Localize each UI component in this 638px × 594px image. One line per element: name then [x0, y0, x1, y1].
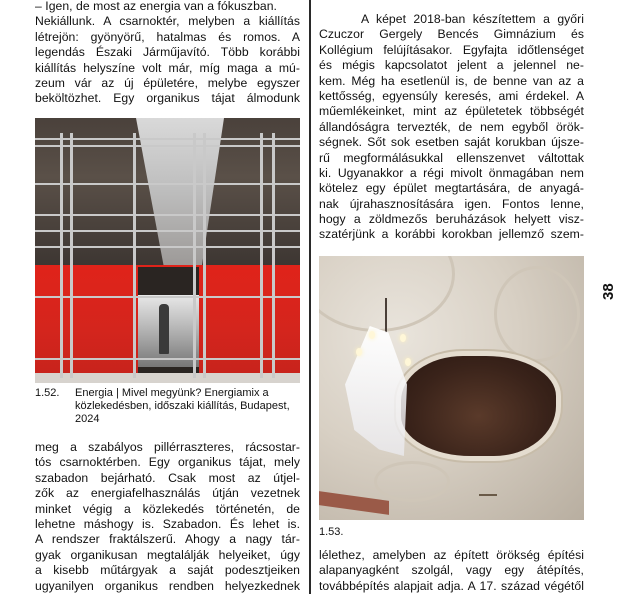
column-divider — [309, 0, 311, 594]
chandelier-bulb — [369, 331, 375, 339]
page-number: 38 — [600, 283, 617, 300]
scaffold-pole — [193, 133, 196, 378]
text-line: hogy a zöldmezős beruházások helyett visz- — [319, 212, 584, 227]
plastic-wrap — [345, 326, 407, 456]
figure-1-53-photo — [319, 256, 584, 520]
text-line: nak újrahasznosítására igen. Fontos lenne, — [319, 196, 584, 211]
chandelier-bulb — [356, 348, 362, 356]
chandelier-bulb — [405, 358, 411, 366]
scaffold-beam — [35, 296, 300, 298]
left-top-paragraph — [35, 0, 300, 107]
right-top-paragraph — [319, 12, 584, 243]
text-line: – Igen, de most az energia van a fókuszban. — [35, 0, 277, 13]
scaffold-beam — [35, 214, 300, 216]
text-line: legendás Északi Járműjavító. Több korábbi — [35, 45, 300, 60]
text-line: lélethez, amelyben az épített örökség építési — [319, 548, 584, 562]
scaffold-beam — [35, 138, 300, 140]
text-line: Nekiállunk. A csarnoktér, melyben a kiállítás — [35, 14, 300, 29]
poster-figure — [159, 304, 169, 354]
text-line: tós csarnoktérben. Egy organikus tájat, mely — [35, 455, 300, 470]
scaffold-beam — [35, 358, 300, 360]
text-line: minket végig a közlekedés történetén, de — [35, 501, 300, 516]
text-line: kötelez egy épület megtartására, de anyagá- — [319, 181, 584, 196]
text-line: létrejön: gyönyörű, hatalmas és romos. A — [35, 29, 300, 44]
text-line: kem. Még ha esetlenül is, de benne van az a — [319, 73, 584, 88]
stucco-cartouche — [494, 266, 580, 362]
red-wall-edge — [319, 491, 389, 515]
scaffold-pole — [133, 133, 136, 378]
text-line: szatérjünk a korábbi korokban jellemző szem- — [319, 227, 584, 242]
text-line: meg a szabályos pillérraszteres, rácsostar- — [35, 440, 300, 454]
text-line: rű megformálásukkal ellenszenvet váltottak — [319, 150, 584, 165]
scaffold-beam — [35, 145, 300, 147]
text-line: műemlékeinket, mint az épületetek többségét — [319, 104, 584, 119]
text-line: A képet 2018-ban készítettem a győri — [361, 12, 584, 26]
chandelier-bulb — [400, 334, 406, 342]
scaffold-beam — [35, 183, 300, 185]
text-line: szabadon bejárható. Csak most az útjel- — [35, 470, 300, 485]
figure-1-53-caption — [319, 526, 584, 540]
text-line: kiállítás helyszíne volt már, míg maga a mú- — [35, 60, 300, 75]
text-line: lehetne máshogy is. Szabadon. És lehet is. — [35, 516, 300, 531]
text-line: gyak organikusan megtalálják helyeiket, úgy — [35, 547, 300, 562]
scaffold-pole — [60, 133, 63, 378]
left-bottom-paragraph — [35, 440, 300, 594]
text-line: Czuczor Gergely Bencés Gimnázium és — [319, 27, 584, 42]
text-line: zők az energiafelhasználás útján vezetnek — [35, 486, 300, 501]
figure-caption-text: Energia | Mivel megyünk? Energiamix a közlekedésben, időszaki kiállítás, Budapest, 2024 — [75, 387, 290, 426]
scaffold-pole — [260, 133, 263, 378]
text-line: beköltözhet. Egy organikus tájat álmodunk — [35, 91, 300, 106]
ceiling-painting — [401, 356, 556, 456]
figure-1-52-caption — [35, 387, 305, 429]
text-line: és mégis kapcsolatot jelent a jelennel ne- — [319, 58, 584, 73]
text-line: állandóságra tervezték, de nem egyből örök- — [319, 119, 584, 134]
text-line: Kollégium felújításakor. Egyfajta időtlenséget — [319, 42, 584, 57]
text-line: alapanyagként szolgál, vagy egy átépítés, — [319, 563, 584, 578]
figure-1-52-photo — [35, 118, 300, 383]
scaffold-beam — [35, 246, 300, 248]
stucco-medallion — [319, 256, 455, 332]
text-line: a kisebb műtárgyak a saját podesztjeiken — [35, 563, 300, 578]
text-line: A rendszer fraktálszerű. Ahogy a nagy tár- — [35, 532, 300, 547]
text-line: ugyanilyen organikus rendben helyezkednek — [35, 578, 300, 593]
text-line: zeum vár az új épületére, melybe egyszer — [35, 75, 300, 90]
figure-number: 1.53. — [319, 526, 344, 538]
scaffold-pole — [272, 133, 275, 378]
figure-number: 1.52. — [35, 387, 60, 399]
text-line: ségnek. Sőt sok esetben saját korukban újsze- — [319, 135, 584, 150]
right-bottom-paragraph — [319, 548, 584, 594]
scaffold-pole — [203, 133, 206, 378]
stucco-oval — [374, 461, 450, 502]
scaffold-pole — [70, 133, 73, 378]
scaffold-beam — [35, 230, 300, 232]
text-line: ki. Ugyanakkor a régi mivolt önmagában nem — [319, 165, 584, 180]
small-chandelier — [479, 478, 497, 496]
text-line: kettősség, egyensúly keresés, ami érdekel. A — [319, 88, 584, 103]
chandelier-chain — [385, 298, 387, 333]
text-line: továbbépítés alapjait adja. A 17. század végétől — [319, 578, 584, 593]
